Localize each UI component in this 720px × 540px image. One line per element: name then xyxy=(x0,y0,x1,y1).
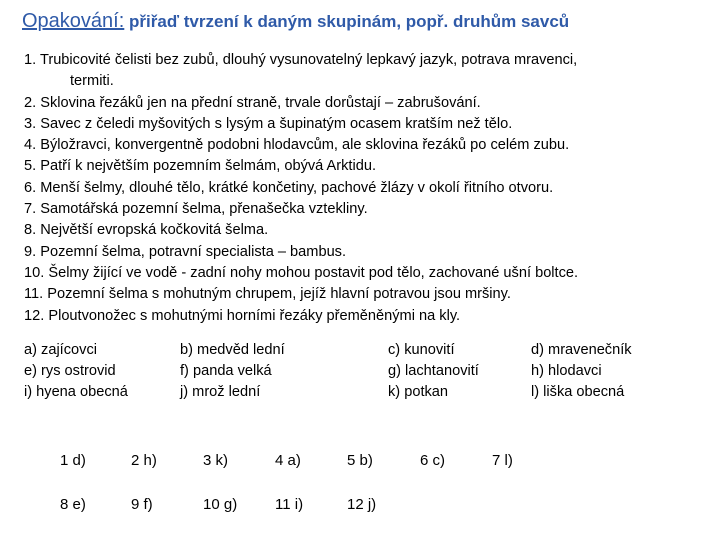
answer-12: 12 j) xyxy=(347,496,377,513)
answer-5: 5 b) xyxy=(347,452,373,469)
answer-11: 11 i) xyxy=(275,496,304,513)
statement-5: 5. Patří k největším pozemním šelmám, obývá Arktidu. xyxy=(24,158,377,175)
options-column-1 xyxy=(24,340,128,403)
answer-1: 1 d) xyxy=(60,452,86,469)
option-a: a) zajícovci xyxy=(24,342,97,358)
answer-6: 6 c) xyxy=(420,452,446,469)
statement-6: 6. Menší šelmy, dlouhé tělo, krátké končetiny, pachové žlázy v okolí řitního otvoru. xyxy=(24,179,554,196)
answer-3: 3 k) xyxy=(203,452,229,469)
option-f: f) panda velká xyxy=(180,363,272,379)
statement-4: 4. Býložravci, konvergentně podobni hlodavcům, ale sklovina řezáků po celém zubu. xyxy=(24,137,570,154)
page-title xyxy=(22,10,569,33)
statement-9: 9. Pozemní šelma, potravní specialista – bambus. xyxy=(24,243,347,260)
option-b: b) medvěd lední xyxy=(180,342,285,358)
answer-4: 4 a) xyxy=(275,452,301,469)
statement-3: 3. Savec z čeledi myšovitých s lysým a šupinatým ocasem kratším než tělo. xyxy=(24,115,513,132)
option-k: k) potkan xyxy=(388,384,449,400)
answer-9: 9 f) xyxy=(131,496,153,513)
answer-10: 10 g) xyxy=(203,496,238,513)
statement-1: 1. Trubicovité čelisti bez zubů, dlouhý vysunovatelný lepkavý jazyk, potrava mravenci, termiti. xyxy=(24,50,704,93)
option-j: j) mrož lední xyxy=(180,384,261,400)
options-column-2 xyxy=(180,340,285,403)
option-c: c) kunovití xyxy=(388,342,455,358)
answer-8: 8 e) xyxy=(60,496,86,513)
option-i: i) hyena obecná xyxy=(24,384,128,400)
option-g: g) lachtanovití xyxy=(388,363,479,379)
statement-12: 12. Ploutvonožec s mohutnými horními řezáky přeměněnými na kly. xyxy=(24,307,461,324)
answer-2: 2 h) xyxy=(131,452,157,469)
statement-1-continuation: termiti. xyxy=(70,73,114,90)
options-column-3 xyxy=(388,340,479,403)
statement-8: 8. Největší evropská kočkovitá šelma. xyxy=(24,222,269,239)
answer-7: 7 l) xyxy=(492,452,513,469)
option-l: l) liška obecná xyxy=(531,384,625,400)
option-d: d) mravenečník xyxy=(531,342,632,358)
option-e: e) rys ostrovid xyxy=(24,363,116,379)
statements-list xyxy=(24,50,704,327)
title-lead: Opakování: xyxy=(22,10,125,32)
option-h: h) hlodavci xyxy=(531,363,602,379)
options-column-4 xyxy=(531,340,632,403)
statement-7: 7. Samotářská pozemní šelma, přenašečka vztekliny. xyxy=(24,201,368,218)
statement-11: 11. Pozemní šelma s mohutným chrupem, jejíž hlavní potravou jsou mršiny. xyxy=(24,286,511,303)
statement-2: 2. Sklovina řezáků jen na přední straně, trvale dorůstají – zabrušování. xyxy=(24,94,481,111)
statement-10: 10. Šelmy žijící ve vodě - zadní nohy mohou postavit pod tělo, zachované ušní boltce. xyxy=(24,264,579,281)
title-rest: přiřaď tvrzení k daným skupinám, popř. druhům savců xyxy=(124,12,570,31)
